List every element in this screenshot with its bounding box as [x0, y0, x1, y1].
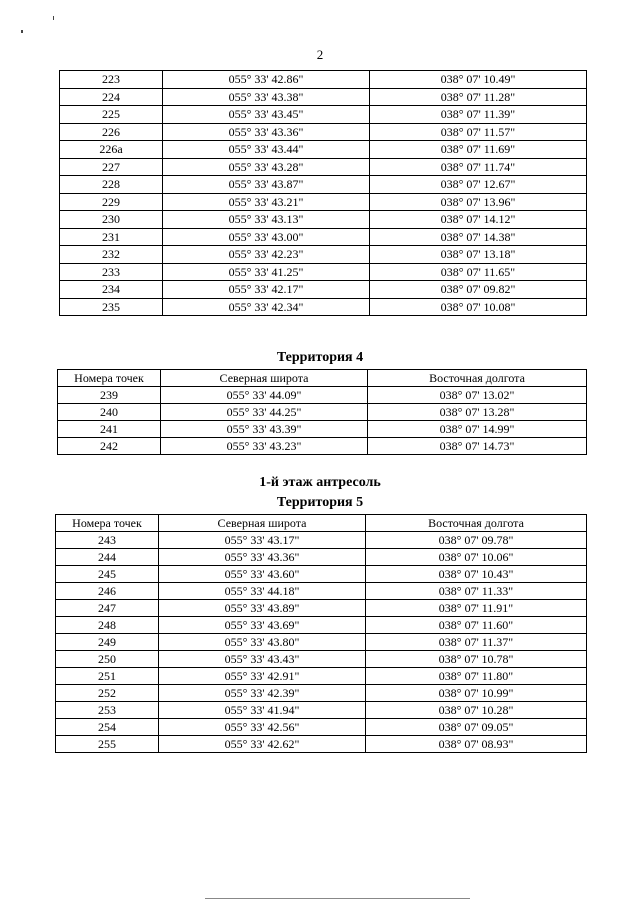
longitude-cell: 038° 07' 10.78" [366, 651, 587, 668]
point-number-cell: 247 [56, 600, 159, 617]
point-number-cell: 234 [60, 281, 163, 299]
territory-5-title: Территория 5 [276, 495, 364, 510]
latitude-cell: 055° 33' 43.38" [163, 88, 370, 106]
latitude-cell: 055° 33' 43.17" [159, 532, 366, 549]
latitude-cell: 055° 33' 43.28" [163, 158, 370, 176]
latitude-cell: 055° 33' 42.17" [163, 281, 370, 299]
point-number-cell: 226а [60, 141, 163, 159]
longitude-cell: 038° 07' 14.73" [368, 438, 587, 455]
longitude-cell: 038° 07' 11.39" [370, 106, 587, 124]
table-row [60, 298, 587, 316]
longitude-cell: 038° 07' 08.93" [366, 736, 587, 753]
latitude-cell: 055° 33' 43.45" [163, 106, 370, 124]
table-row [56, 566, 587, 583]
latitude-cell: 055° 33' 43.21" [163, 193, 370, 211]
table-row [60, 246, 587, 264]
point-number-cell: 223 [60, 71, 163, 89]
table-row [56, 549, 587, 566]
table-row [60, 211, 587, 229]
table-row [58, 421, 587, 438]
point-number-cell: 227 [60, 158, 163, 176]
latitude-cell: 055° 33' 41.25" [163, 263, 370, 281]
table-row [60, 263, 587, 281]
latitude-cell: 055° 33' 43.44" [163, 141, 370, 159]
longitude-cell: 038° 07' 11.91" [366, 600, 587, 617]
table-row [56, 702, 587, 719]
latitude-cell: 055° 33' 43.39" [161, 421, 368, 438]
page-number: 2 [316, 47, 324, 62]
header-point-numbers: Номера точек [56, 515, 159, 532]
table-row [60, 141, 587, 159]
scan-speck [53, 16, 54, 20]
longitude-cell: 038° 07' 11.28" [370, 88, 587, 106]
latitude-cell: 055° 33' 42.91" [159, 668, 366, 685]
table-header-row [58, 370, 587, 387]
latitude-cell: 055° 33' 43.43" [159, 651, 366, 668]
longitude-cell: 038° 07' 13.18" [370, 246, 587, 264]
latitude-cell: 055° 33' 43.13" [163, 211, 370, 229]
point-number-cell: 239 [58, 387, 161, 404]
point-number-cell: 226 [60, 123, 163, 141]
point-number-cell: 244 [56, 549, 159, 566]
latitude-cell: 055° 33' 43.80" [159, 634, 366, 651]
table-row [60, 193, 587, 211]
table-row [56, 651, 587, 668]
latitude-cell: 055° 33' 43.60" [159, 566, 366, 583]
table-row [56, 736, 587, 753]
scan-speck [21, 30, 23, 33]
point-number-cell: 253 [56, 702, 159, 719]
table-row [60, 281, 587, 299]
longitude-cell: 038° 07' 12.67" [370, 176, 587, 194]
table-row [56, 583, 587, 600]
point-number-cell: 246 [56, 583, 159, 600]
point-number-cell: 245 [56, 566, 159, 583]
latitude-cell: 055° 33' 44.09" [161, 387, 368, 404]
point-number-cell: 230 [60, 211, 163, 229]
latitude-cell: 055° 33' 43.00" [163, 228, 370, 246]
point-number-cell: 243 [56, 532, 159, 549]
header-east-longitude: Восточная долгота [366, 515, 587, 532]
longitude-cell: 038° 07' 13.02" [368, 387, 587, 404]
point-number-cell: 240 [58, 404, 161, 421]
latitude-cell: 055° 33' 44.25" [161, 404, 368, 421]
point-number-cell: 254 [56, 719, 159, 736]
latitude-cell: 055° 33' 43.89" [159, 600, 366, 617]
table-row [58, 438, 587, 455]
longitude-cell: 038° 07' 10.06" [366, 549, 587, 566]
longitude-cell: 038° 07' 11.57" [370, 123, 587, 141]
point-number-cell: 235 [60, 298, 163, 316]
latitude-cell: 055° 33' 42.34" [163, 298, 370, 316]
longitude-cell: 038° 07' 09.05" [366, 719, 587, 736]
latitude-cell: 055° 33' 44.18" [159, 583, 366, 600]
point-number-cell: 225 [60, 106, 163, 124]
table-row [56, 685, 587, 702]
table-row [60, 228, 587, 246]
table-row [60, 88, 587, 106]
longitude-cell: 038° 07' 13.96" [370, 193, 587, 211]
floor-title: 1-й этаж антресоль [259, 475, 381, 490]
table-row [56, 600, 587, 617]
longitude-cell: 038° 07' 11.80" [366, 668, 587, 685]
table-row [60, 158, 587, 176]
table-row [60, 123, 587, 141]
latitude-cell: 055° 33' 42.39" [159, 685, 366, 702]
table-row [58, 404, 587, 421]
longitude-cell: 038° 07' 10.49" [370, 71, 587, 89]
longitude-cell: 038° 07' 10.08" [370, 298, 587, 316]
point-number-cell: 232 [60, 246, 163, 264]
longitude-cell: 038° 07' 11.33" [366, 583, 587, 600]
table-row [56, 617, 587, 634]
latitude-cell: 055° 33' 42.62" [159, 736, 366, 753]
longitude-cell: 038° 07' 09.78" [366, 532, 587, 549]
longitude-cell: 038° 07' 11.65" [370, 263, 587, 281]
table-row [60, 106, 587, 124]
point-number-cell: 249 [56, 634, 159, 651]
point-number-cell: 231 [60, 228, 163, 246]
longitude-cell: 038° 07' 11.69" [370, 141, 587, 159]
header-east-longitude: Восточная долгота [368, 370, 587, 387]
point-number-cell: 233 [60, 263, 163, 281]
latitude-cell: 055° 33' 43.87" [163, 176, 370, 194]
latitude-cell: 055° 33' 43.23" [161, 438, 368, 455]
table-row [60, 71, 587, 89]
longitude-cell: 038° 07' 10.43" [366, 566, 587, 583]
point-number-cell: 229 [60, 193, 163, 211]
point-number-cell: 251 [56, 668, 159, 685]
point-number-cell: 250 [56, 651, 159, 668]
page-bottom-rule [205, 898, 470, 899]
territory-4-title: Территория 4 [276, 350, 364, 365]
point-number-cell: 248 [56, 617, 159, 634]
longitude-cell: 038° 07' 11.37" [366, 634, 587, 651]
latitude-cell: 055° 33' 43.69" [159, 617, 366, 634]
territory-5-table [55, 514, 587, 753]
header-north-latitude: Северная широта [159, 515, 366, 532]
territory-4-table [57, 369, 587, 455]
longitude-cell: 038° 07' 09.82" [370, 281, 587, 299]
table-row [56, 719, 587, 736]
point-number-cell: 228 [60, 176, 163, 194]
latitude-cell: 055° 33' 42.56" [159, 719, 366, 736]
table-row [60, 176, 587, 194]
latitude-cell: 055° 33' 43.36" [159, 549, 366, 566]
table-row [56, 668, 587, 685]
latitude-cell: 055° 33' 42.86" [163, 71, 370, 89]
longitude-cell: 038° 07' 13.28" [368, 404, 587, 421]
header-point-numbers: Номера точек [58, 370, 161, 387]
point-number-cell: 242 [58, 438, 161, 455]
longitude-cell: 038° 07' 14.38" [370, 228, 587, 246]
table-header-row [56, 515, 587, 532]
point-number-cell: 224 [60, 88, 163, 106]
table-row [58, 387, 587, 404]
latitude-cell: 055° 33' 41.94" [159, 702, 366, 719]
latitude-cell: 055° 33' 42.23" [163, 246, 370, 264]
table-row [56, 634, 587, 651]
longitude-cell: 038° 07' 11.60" [366, 617, 587, 634]
header-north-latitude: Северная широта [161, 370, 368, 387]
longitude-cell: 038° 07' 14.99" [368, 421, 587, 438]
coordinates-table-continued [59, 70, 587, 316]
point-number-cell: 241 [58, 421, 161, 438]
point-number-cell: 252 [56, 685, 159, 702]
longitude-cell: 038° 07' 11.74" [370, 158, 587, 176]
point-number-cell: 255 [56, 736, 159, 753]
longitude-cell: 038° 07' 10.28" [366, 702, 587, 719]
longitude-cell: 038° 07' 14.12" [370, 211, 587, 229]
table-row [56, 532, 587, 549]
longitude-cell: 038° 07' 10.99" [366, 685, 587, 702]
latitude-cell: 055° 33' 43.36" [163, 123, 370, 141]
